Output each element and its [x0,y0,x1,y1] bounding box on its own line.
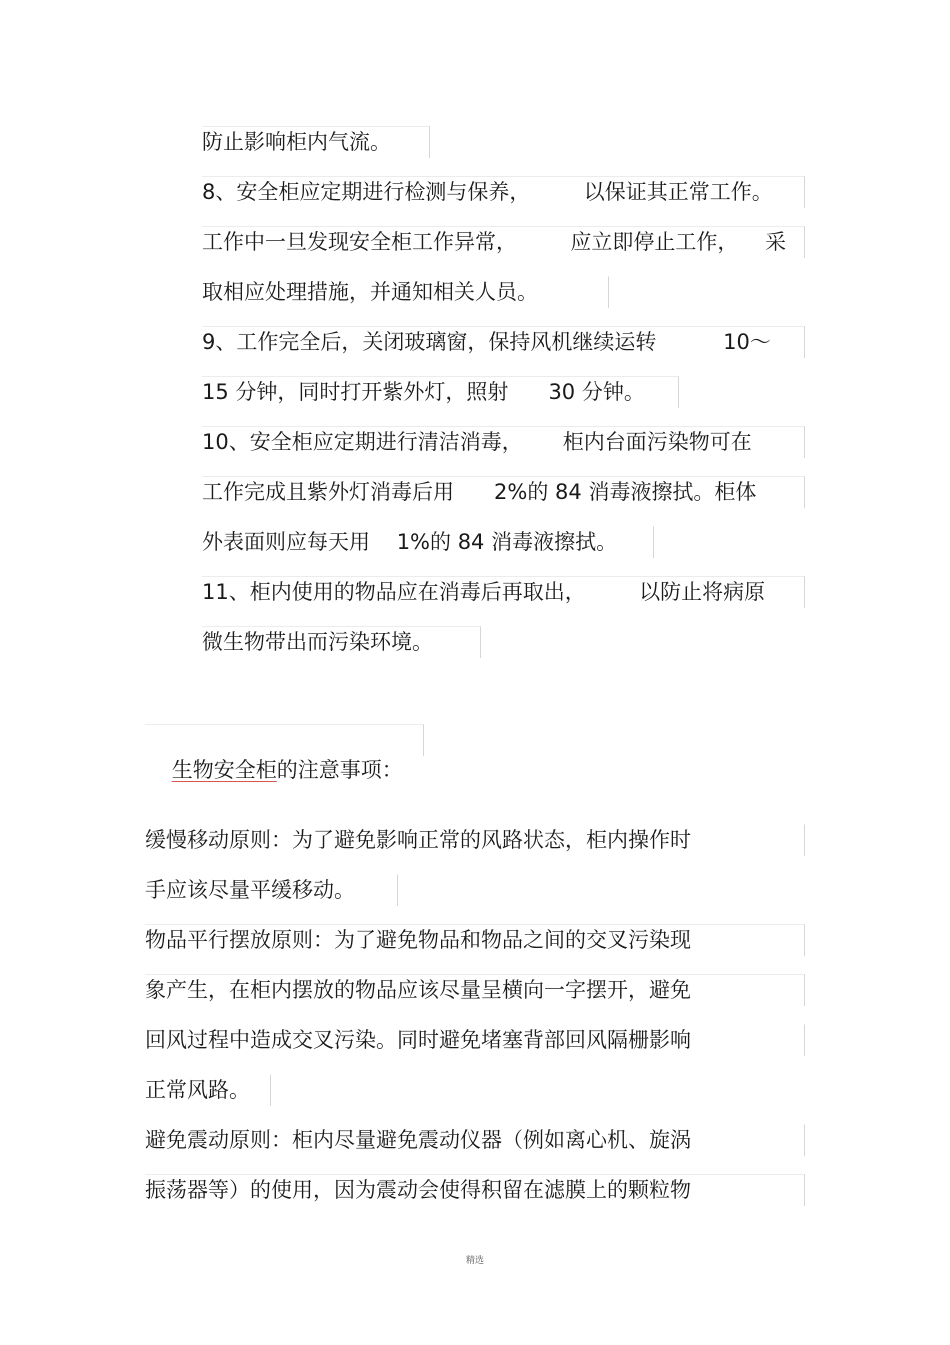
text-line [202,526,654,558]
text-line [202,476,805,508]
line-text: 象产生，在柜内摆放的物品应该尽量呈横向一字摆开，避免 [145,978,691,1002]
line-text: 工作完成且紫外灯消毒后用 2%的 84 消毒液擦拭。柜体 [202,480,757,504]
line-text: 物品平行摆放原则：为了避免物品和物品之间的交叉污染现 [145,928,691,952]
text-line [145,1074,271,1106]
text-line [202,626,481,658]
text-line [145,1174,805,1206]
line-text: 微生物带出而污染环境。 [202,630,433,654]
text-line [202,576,805,608]
line-text: 振荡器等）的使用，因为震动会使得积留在滤膜上的颗粒物 [145,1178,691,1202]
line-text: 工作中一旦发现安全柜工作异常， 应立即停止工作， 采 [202,230,787,254]
line-text: 手应该尽量平缓移动。 [145,878,355,902]
text-line [145,974,805,1006]
text-line [202,126,430,158]
line-text: 避免震动原则：柜内尽量避免震动仪器（例如离心机、旋涡 [145,1128,691,1152]
line-text: 8、安全柜应定期进行检测与保养， 以保证其正常工作。 [202,180,773,204]
line-text: 10、安全柜应定期进行清洁消毒， 柜内台面污染物可在 [202,430,752,454]
line-text: 外表面则应每天用 1%的 84 消毒液擦拭。 [202,530,618,554]
text-line [145,874,398,906]
line-text: 回风过程中造成交叉污染。同时避免堵塞背部回风隔栅影响 [145,1028,691,1052]
line-text: 防止影响柜内气流。 [202,130,391,154]
text-line [145,1124,805,1156]
line-text: 缓慢移动原则：为了避免影响正常的风路状态，柜内操作时 [145,828,691,852]
text-line [145,824,805,856]
text-line [202,176,805,208]
text-line [145,924,805,956]
page-footer: 精选 [465,1256,484,1266]
line-text: 15 分钟，同时打开紫外灯，照射 30 分钟。 [202,380,645,404]
section-heading [145,724,424,782]
text-line [145,1024,805,1056]
text-line [202,376,679,408]
line-text: 9、工作完全后，关闭玻璃窗，保持风机继续运转 10～ [202,330,771,354]
heading-rest-text: 的注意事项： [276,758,403,782]
text-line [202,426,805,458]
text-line [202,276,609,308]
line-text: 正常风路。 [145,1078,250,1102]
line-text: 取相应处理措施，并通知相关人员。 [202,280,538,304]
heading-underlined-text: 生物安全柜 [171,758,277,782]
text-line [202,226,805,258]
line-text: 11、柜内使用的物品应在消毒后再取出， 以防止将病原 [202,580,766,604]
text-line [202,326,805,358]
